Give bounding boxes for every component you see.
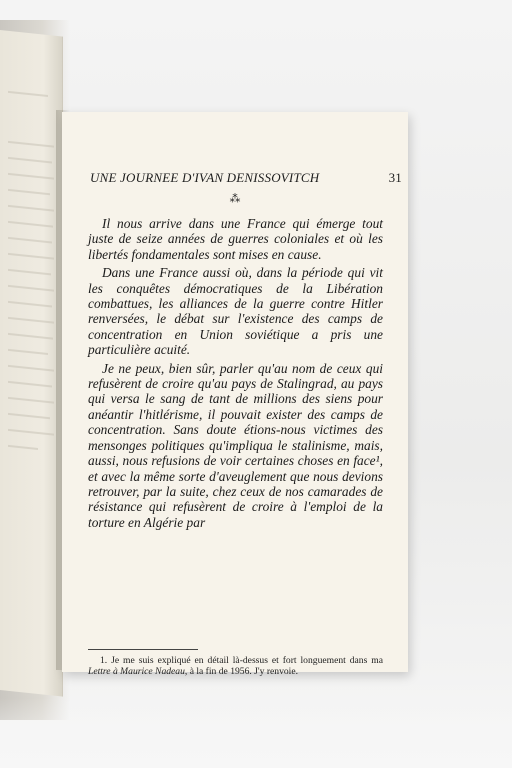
- asterism-ornament: ⁂: [229, 193, 241, 205]
- paragraph: Il nous arrive dans une France qui émerge tout juste de seize années de guerres coloniales et où les libertés fondamentales sont mises en cause.: [88, 216, 383, 262]
- left-page: [0, 30, 63, 697]
- body-text: [88, 216, 383, 530]
- background-fade: [0, 698, 512, 768]
- footnote-text-end: , à la fin de 1956. J'y renvoie.: [184, 666, 298, 677]
- paragraph: Dans une France aussi où, dans la période qui vit les conquêtes démocratiques de la Libération combattues, les alliances de la guerre contre Hitler renversées, le débat sur l'existence des camps de concentration en Union soviétique a pris une particulière acuité.: [88, 265, 383, 358]
- book-page: [62, 112, 408, 677]
- footnote-rule: [88, 649, 198, 650]
- running-header: [90, 170, 402, 190]
- page-number: 31: [388, 170, 402, 185]
- running-title: UNE JOURNEE D'IVAN DENISSOVITCH: [90, 170, 320, 185]
- paragraph: Je ne peux, bien sûr, parler qu'au nom de ceux qui refusèrent de croire qu'au pays de Stalingrad, au pays qui versa le sang de tant de millions des siens pour anéantir l'hitlérisme, il pouvait exister des camps de concentration. Sans doute étions-nous victimes des mensonges politiques qu'impliqua le stalinisme, mais, aussi, nous refusions de voir certaines choses en face¹, et avec la même sorte d'aveuglement que nous devions retrouver, par la suite, chez ceux de nos camarades de résistance qui refusèrent de croire à l'emploi de la torture en Algérie par: [88, 360, 383, 530]
- footnote-text: 1. Je me suis expliqué en détail là-dessus et fort longuement dans ma: [100, 655, 383, 666]
- footnote-title: Lettre à Maurice Nadeau: [88, 666, 185, 677]
- footnote: [88, 655, 383, 677]
